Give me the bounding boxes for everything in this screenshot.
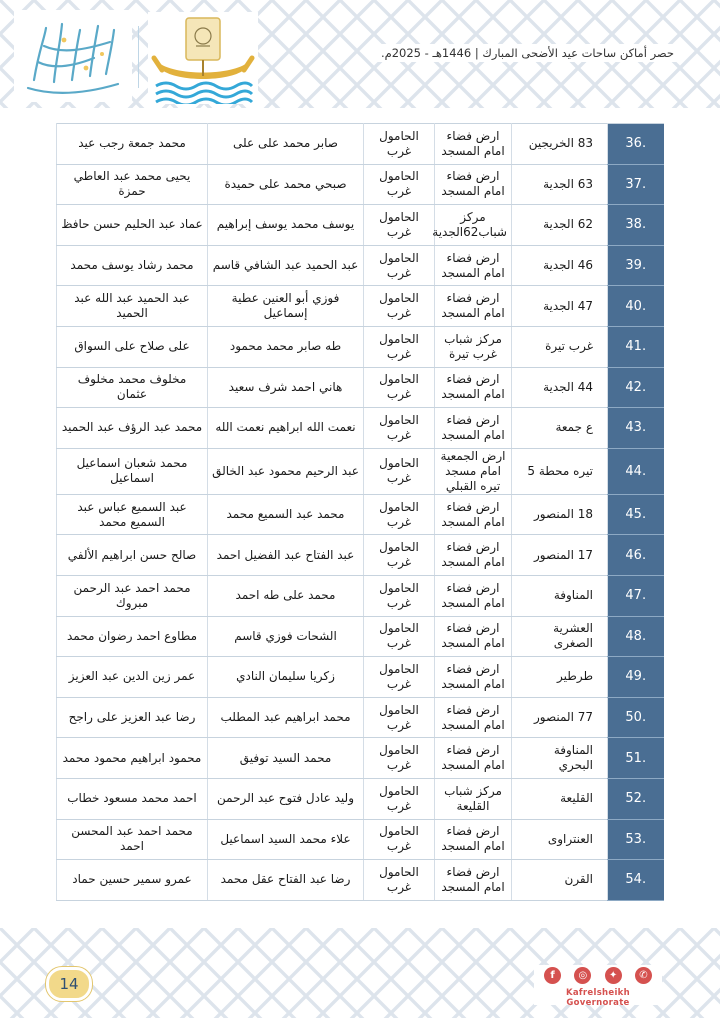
table-row <box>57 778 664 819</box>
official-cell: محمد عبد السميع محمد <box>208 494 364 535</box>
location-cell: ارض فضاء امام المسجد <box>435 535 512 576</box>
official-cell: فوزي أبو العنين عطية إسماعيل <box>208 286 364 327</box>
preacher-cell: محمد رشاد يوسف محمد <box>57 245 208 286</box>
location-cell: ارض فضاء امام المسجد <box>435 245 512 286</box>
location-cell: ارض فضاء امام المسجد <box>435 286 512 327</box>
table-row <box>57 164 664 205</box>
preacher-cell: احمد محمد مسعود خطاب <box>57 778 208 819</box>
eid-calligraphy-logo <box>14 10 132 102</box>
center-cell: الحامول غرب <box>364 408 435 449</box>
location-cell: مركز شباب62الجدية <box>435 205 512 246</box>
table-row <box>57 575 664 616</box>
center-cell: الحامول غرب <box>364 575 435 616</box>
official-cell: محمد ابراهيم عبد المطلب <box>208 697 364 738</box>
preacher-cell: مخلوف محمد مخلوف عثمان <box>57 367 208 408</box>
social-links <box>534 965 662 1008</box>
table-row <box>57 124 664 165</box>
page-number-badge <box>46 967 92 1001</box>
location-cell: ارض فضاء امام المسجد <box>435 616 512 657</box>
village-cell: ع جمعة <box>512 408 608 449</box>
table-row <box>57 245 664 286</box>
row-number: .52 <box>608 778 664 819</box>
preacher-cell: صالح حسن ابراهيم الألفي <box>57 535 208 576</box>
preacher-cell: يحيى محمد عبد العاطي حمزة <box>57 164 208 205</box>
center-cell: الحامول غرب <box>364 616 435 657</box>
village-cell: 18 المنصور <box>512 494 608 535</box>
row-number: .44 <box>608 448 664 494</box>
official-cell: علاء محمد السيد اسماعيل <box>208 819 364 860</box>
row-number: .39 <box>608 245 664 286</box>
governorate-name: Kafrelsheikh Governorate <box>566 988 630 1008</box>
table-row <box>57 738 664 779</box>
official-cell: طه صابر محمد محمود <box>208 326 364 367</box>
row-number: .42 <box>608 367 664 408</box>
village-cell: 77 المنصور <box>512 697 608 738</box>
preacher-cell: عبد السميع عباس عبد السميع محمد <box>57 494 208 535</box>
row-number: .48 <box>608 616 664 657</box>
village-cell: العنتراوى <box>512 819 608 860</box>
row-number: .50 <box>608 697 664 738</box>
center-cell: الحامول غرب <box>364 286 435 327</box>
table-row <box>57 448 664 494</box>
table-row <box>57 408 664 449</box>
village-cell: 17 المنصور <box>512 535 608 576</box>
village-cell: القرن <box>512 860 608 901</box>
table-row <box>57 326 664 367</box>
row-number: .37 <box>608 164 664 205</box>
official-cell: عبد الحميد عبد الشافي قاسم <box>208 245 364 286</box>
official-cell: الشحات فوزي قاسم <box>208 616 364 657</box>
center-cell: الحامول غرب <box>364 448 435 494</box>
table-row <box>57 657 664 698</box>
table-row <box>57 286 664 327</box>
location-cell: ارض فضاء امام المسجد <box>435 860 512 901</box>
row-number: .36 <box>608 124 664 165</box>
village-cell: طرطير <box>512 657 608 698</box>
village-cell: 47 الجدية <box>512 286 608 327</box>
location-cell: ارض فضاء امام المسجد <box>435 575 512 616</box>
location-cell: ارض فضاء امام المسجد <box>435 367 512 408</box>
location-cell: ارض فضاء امام المسجد <box>435 697 512 738</box>
preacher-cell: محمد احمد عبد المحسن احمد <box>57 819 208 860</box>
preacher-cell: محمد جمعة رجب عيد <box>57 124 208 165</box>
location-cell: ارض فضاء امام المسجد <box>435 124 512 165</box>
location-cell: ارض فضاء امام المسجد <box>435 738 512 779</box>
row-number: .54 <box>608 860 664 901</box>
center-cell: الحامول غرب <box>364 494 435 535</box>
preacher-cell: محمد شعبان اسماعيل اسماعيل <box>57 448 208 494</box>
center-cell: الحامول غرب <box>364 657 435 698</box>
table-row <box>57 367 664 408</box>
official-cell: صبحي محمد على حميدة <box>208 164 364 205</box>
center-cell: الحامول غرب <box>364 738 435 779</box>
governorate-emblem-logo <box>148 12 258 104</box>
official-cell: يوسف محمد يوسف إبراهيم <box>208 205 364 246</box>
village-cell: 83 الخريجين <box>512 124 608 165</box>
preacher-cell: على صلاح على السواق <box>57 326 208 367</box>
whatsapp-icon[interactable]: ✆ <box>635 967 652 984</box>
location-cell: مركز شباب غرب تيرة <box>435 326 512 367</box>
preacher-cell: مطاوع احمد رضوان محمد <box>57 616 208 657</box>
row-number: .51 <box>608 738 664 779</box>
village-cell: العشرية الصغرى <box>512 616 608 657</box>
preacher-cell: محمد عبد الرؤف عبد الحميد <box>57 408 208 449</box>
location-cell: ارض فضاء امام المسجد <box>435 408 512 449</box>
preacher-cell: عمرو سمير حسين حماد <box>57 860 208 901</box>
table-row <box>57 494 664 535</box>
village-cell: المناوفة <box>512 575 608 616</box>
location-cell: ارض فضاء امام المسجد <box>435 494 512 535</box>
village-cell: 63 الجدية <box>512 164 608 205</box>
preacher-cell: عماد عبد الحليم حسن حافظ <box>57 205 208 246</box>
row-number: .49 <box>608 657 664 698</box>
village-cell: القليعة <box>512 778 608 819</box>
center-cell: الحامول غرب <box>364 164 435 205</box>
village-cell: 46 الجدية <box>512 245 608 286</box>
center-cell: الحامول غرب <box>364 819 435 860</box>
page-header-title: حصر أماكن ساحات عيد الأضحى المبارك | 1446هـ - 2025م. <box>377 44 678 62</box>
facebook-icon[interactable]: f <box>544 967 561 984</box>
table-row <box>57 205 664 246</box>
row-number: .46 <box>608 535 664 576</box>
center-cell: الحامول غرب <box>364 697 435 738</box>
table-row <box>57 860 664 901</box>
official-cell: رضا عبد الفتاح عقل محمد <box>208 860 364 901</box>
row-number: .45 <box>608 494 664 535</box>
twitter-icon[interactable]: ✦ <box>605 967 622 984</box>
table-row <box>57 819 664 860</box>
official-cell: هاني احمد شرف سعيد <box>208 367 364 408</box>
center-cell: الحامول غرب <box>364 535 435 576</box>
village-cell: 62 الجدية <box>512 205 608 246</box>
village-cell: غرب تيرة <box>512 326 608 367</box>
official-cell: محمد على طه احمد <box>208 575 364 616</box>
preacher-cell: عمر زين الدين عبد العزيز <box>57 657 208 698</box>
instagram-icon[interactable]: ◎ <box>574 967 591 984</box>
table-row <box>57 697 664 738</box>
preacher-cell: عبد الحميد عبد الله عبد الحميد <box>57 286 208 327</box>
center-cell: الحامول غرب <box>364 326 435 367</box>
preacher-cell: رضا عبد العزيز على راجح <box>57 697 208 738</box>
village-cell: 44 الجدية <box>512 367 608 408</box>
table-row <box>57 535 664 576</box>
center-cell: الحامول غرب <box>364 245 435 286</box>
center-cell: الحامول غرب <box>364 124 435 165</box>
village-cell: المناوفة البحري <box>512 738 608 779</box>
official-cell: صابر محمد على على <box>208 124 364 165</box>
center-cell: الحامول غرب <box>364 778 435 819</box>
row-number: .40 <box>608 286 664 327</box>
official-cell: محمد السيد توفيق <box>208 738 364 779</box>
location-cell: ارض الجمعية امام مسجد تيره القبلي <box>435 448 512 494</box>
row-number: .41 <box>608 326 664 367</box>
center-cell: الحامول غرب <box>364 205 435 246</box>
center-cell: الحامول غرب <box>364 367 435 408</box>
location-cell: ارض فضاء امام المسجد <box>435 164 512 205</box>
page-number: 14 <box>59 975 79 993</box>
official-cell: نعمت الله ابراهيم نعمت الله <box>208 408 364 449</box>
row-number: .38 <box>608 205 664 246</box>
table-row <box>57 616 664 657</box>
official-cell: وليد عادل فتوح عبد الرحمن <box>208 778 364 819</box>
preacher-cell: محمد احمد عبد الرحمن مبروك <box>57 575 208 616</box>
official-cell: زكريا سليمان النادي <box>208 657 364 698</box>
location-cell: ارض فضاء امام المسجد <box>435 819 512 860</box>
official-cell: عبد الفتاح عبد الفضيل احمد <box>208 535 364 576</box>
preacher-cell: محمود ابراهيم محمود محمد <box>57 738 208 779</box>
eid-squares-table <box>56 123 664 901</box>
center-cell: الحامول غرب <box>364 860 435 901</box>
location-cell: ارض فضاء امام المسجد <box>435 657 512 698</box>
row-number: .53 <box>608 819 664 860</box>
logo-divider <box>138 26 139 88</box>
village-cell: تيره محطة 5 <box>512 448 608 494</box>
row-number: .47 <box>608 575 664 616</box>
official-cell: عبد الرحيم محمود عبد الخالق <box>208 448 364 494</box>
location-cell: مركز شباب القليعة <box>435 778 512 819</box>
row-number: .43 <box>608 408 664 449</box>
